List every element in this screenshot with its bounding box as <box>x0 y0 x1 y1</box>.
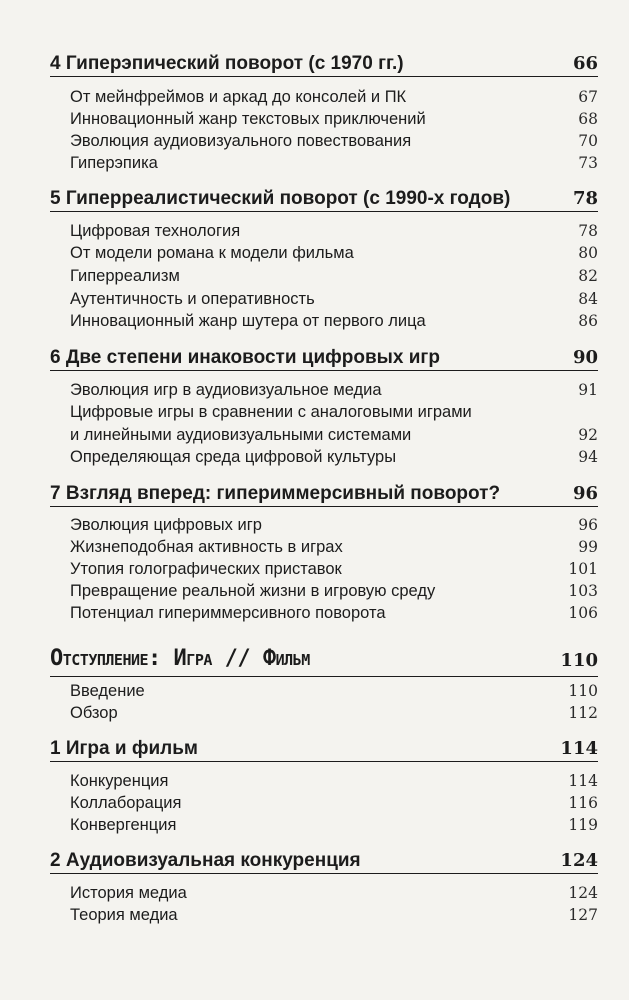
entry-title: Коллаборация <box>70 794 182 812</box>
entry-title: От мейнфреймов и аркад до консолей и ПК <box>70 88 407 106</box>
entry-title: Цифровые игры в сравнении с аналоговыми играми <box>70 403 472 421</box>
toc-entry <box>70 310 598 332</box>
chapter-page: 124 <box>560 850 598 871</box>
entry-title: Превращение реальной жизни в игровую среду <box>70 582 436 600</box>
toc-entry <box>70 130 598 152</box>
chapter-page: 66 <box>572 53 598 74</box>
toc-entry <box>70 424 598 446</box>
chapter-title: 5 Гиперреалистический поворот (с 1990-х годов) <box>50 188 511 209</box>
entry-title: История медиа <box>70 884 187 902</box>
entry-page: 68 <box>578 110 598 128</box>
entry-title: Эволюция аудиовизуального повествования <box>70 132 412 150</box>
entry-page: 73 <box>578 154 598 172</box>
toc-entry <box>70 536 598 558</box>
entry-page: 119 <box>568 816 598 834</box>
toc-entry <box>70 770 598 792</box>
entry-page: 101 <box>568 560 598 578</box>
entry-title: Эволюция игр в аудиовизуальное медиа <box>70 381 382 399</box>
entry-page: 94 <box>578 448 598 466</box>
toc-entry <box>70 792 598 814</box>
chapter-title: 1 Игра и фильм <box>50 738 198 759</box>
chapter-4-heading <box>50 52 598 77</box>
toc-entry <box>70 580 598 602</box>
entry-page: 70 <box>578 132 598 150</box>
entry-title: Жизнеподобная активность в играх <box>70 538 343 556</box>
entry-title: Потенциал гипериммерсивного поворота <box>70 604 386 622</box>
entry-title: Конкуренция <box>70 772 169 790</box>
chapter-7-heading <box>50 482 598 507</box>
entry-title: Инновационный жанр текстовых приключений <box>70 110 426 128</box>
entry-title: Гиперэпика <box>70 154 158 172</box>
chapter-title: 4 Гиперэпический поворот (с 1970 гг.) <box>50 53 404 74</box>
entry-page: 92 <box>578 426 598 444</box>
entry-title: Аутентичность и оперативность <box>70 290 315 308</box>
entry-page: 91 <box>578 381 598 399</box>
entry-page: 67 <box>578 88 598 106</box>
entry-title: Определяющая среда цифровой культуры <box>70 448 397 466</box>
entry-title: Утопия голографических приставок <box>70 560 342 578</box>
part-chapter-1-heading <box>50 737 598 762</box>
entry-page: 124 <box>568 884 598 902</box>
chapter-page: 96 <box>572 483 598 504</box>
chapter-6-heading <box>50 346 598 371</box>
toc-entry <box>70 814 598 836</box>
toc-entry <box>70 108 598 130</box>
chapter-page: 78 <box>572 188 598 209</box>
entry-title: Введение <box>70 682 145 700</box>
entry-page: 114 <box>568 772 598 790</box>
entry-title: Теория медиа <box>70 906 178 924</box>
entry-page: 103 <box>568 582 598 600</box>
chapter-page: 90 <box>572 347 598 368</box>
toc-entry <box>70 680 598 702</box>
entry-title: и линейными аудиовизуальными системами <box>70 426 412 444</box>
toc-entry <box>70 702 598 724</box>
entry-page: 116 <box>568 794 598 812</box>
toc-entry <box>70 379 598 401</box>
toc-entry <box>70 220 598 242</box>
toc-entry <box>70 904 598 926</box>
chapter-title: 7 Взгляд вперед: гипериммерсивный поворот? <box>50 483 501 504</box>
entry-title: Гиперреализм <box>70 267 180 285</box>
entry-page: 82 <box>578 267 598 285</box>
toc-entry <box>70 152 598 174</box>
entry-page: 80 <box>578 244 598 262</box>
toc-entry <box>70 401 598 423</box>
toc-entry <box>70 265 598 287</box>
entry-title: От модели романа к модели фильма <box>70 244 354 262</box>
entry-page: 96 <box>578 516 598 534</box>
toc-entry <box>70 446 598 468</box>
entry-page: 127 <box>568 906 598 924</box>
entry-title: Цифровая технология <box>70 222 241 240</box>
entry-title: Конвергенция <box>70 816 177 834</box>
entry-page: 99 <box>578 538 598 556</box>
chapter-5-heading <box>50 187 598 212</box>
chapter-title: 6 Две степени инаковости цифровых игр <box>50 347 440 368</box>
part-title: Отступление: Игра // Фильм <box>50 646 310 671</box>
entry-page: 86 <box>578 312 598 330</box>
toc-entry <box>70 288 598 310</box>
entry-title: Инновационный жанр шутера от первого лица <box>70 312 426 330</box>
part-chapter-2-heading <box>50 849 598 874</box>
entry-page: 106 <box>568 604 598 622</box>
entry-page: 84 <box>578 290 598 308</box>
entry-title: Эволюция цифровых игр <box>70 516 262 534</box>
chapter-title: 2 Аудиовизуальная конкуренция <box>50 850 361 871</box>
entry-page: 110 <box>568 682 598 700</box>
toc-entry <box>70 86 598 108</box>
toc-entry <box>70 602 598 624</box>
toc-entry <box>70 242 598 264</box>
chapter-page: 114 <box>560 738 598 759</box>
toc-entry <box>70 514 598 536</box>
part-heading <box>50 644 598 677</box>
toc-entry <box>70 558 598 580</box>
entry-page: 78 <box>578 222 598 240</box>
part-page: 110 <box>560 650 598 671</box>
toc-entry <box>70 882 598 904</box>
entry-title: Обзор <box>70 704 118 722</box>
entry-page: 112 <box>568 704 598 722</box>
